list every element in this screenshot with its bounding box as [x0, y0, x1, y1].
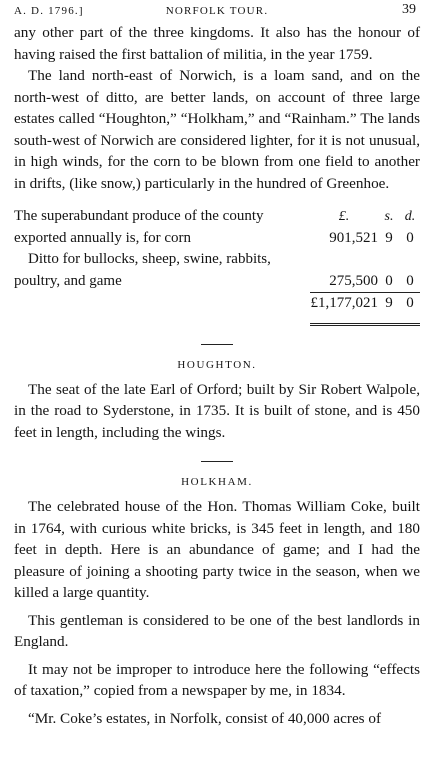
page-number: 39	[402, 2, 416, 17]
column-header-pounds: £.	[338, 208, 350, 224]
total-double-rule	[310, 315, 420, 325]
paragraph-land: The land north-east of Norwich, is a loam sand, and on the north-west of ditto, are better lands, on account of three large estates called “Houghton,” “Holkham,” and “Rainham.” The lands south-west of Norwich are considered lighter, for it is not unusual, in high winds, for the corn to be blown from one field to another in drifts, (like snow,) particularly in the hundred of Greenhoe.	[14, 67, 420, 192]
produce-total-row	[14, 293, 420, 315]
produce-table-row	[14, 249, 420, 271]
produce-row-1-pence: 0	[406, 229, 414, 246]
paragraph-militia: any other part of the three kingdoms. It also has the honour of having raised the first battalion of militia, in the year 1759.	[14, 24, 420, 63]
section-divider	[201, 344, 233, 345]
paragraph-houghton: The seat of the late Earl of Orford; built by Sir Robert Walpole, in the road to Syderstone, in 1735. It is built of stone, and is 450 feet in length, including the wings.	[14, 380, 420, 441]
produce-total-shillings: 9	[385, 295, 393, 311]
produce-row-2-line-2: poultry, and game	[14, 273, 122, 289]
produce-row-1-line-2: exported annually is, for corn	[14, 229, 192, 246]
produce-total-amount: £1,177,021	[310, 295, 378, 311]
produce-row-2-amount: 275,500	[310, 271, 378, 293]
running-head	[14, 0, 420, 22]
paragraph-holkham-house: The celebrated house of the Hon. Thomas William Coke, built in 1764, with curious white bricks, is 345 feet in length, and 180 feet in depth. Here is an abundance of game; and I had the pleasure of joining a shooting party twice in the season, when we killed a large quantity.	[14, 498, 420, 601]
produce-row-2-pence: 0	[400, 271, 420, 293]
produce-total-pence: 0	[406, 295, 414, 311]
section-divider	[201, 461, 233, 462]
paragraph-holkham-taxation: It may not be improper to introduce here the following “effects of taxation,” copied from a newspaper by me, in 1834.	[14, 660, 420, 699]
paragraph-holkham-landlord: This gentleman is considered to be one of the best landlords in England.	[14, 611, 420, 650]
column-header-shillings: s.	[384, 208, 394, 224]
produce-table-row	[14, 228, 420, 250]
produce-row-1-shillings: 9	[385, 229, 393, 246]
running-head-title: NORFOLK TOUR.	[165, 5, 269, 17]
paragraph-holkham-quote: “Mr. Coke’s estates, in Norfolk, consist of 40,000 acres of	[28, 709, 382, 727]
heading-holkham: HOLKHAM.	[181, 476, 253, 488]
produce-table	[14, 206, 420, 326]
produce-row-1-amount: 901,521	[329, 229, 378, 246]
produce-row-2-line-1: Ditto for bullocks, sheep, swine, rabbits,	[28, 251, 271, 267]
produce-table-row	[14, 206, 420, 228]
produce-row-1-line-1: The superabundant produce of the county	[14, 208, 264, 224]
heading-houghton: HOUGHTON.	[177, 358, 257, 371]
produce-row-2-shillings: 0	[378, 271, 400, 293]
column-header-pence: d.	[404, 208, 416, 224]
running-head-date: A. D. 1796.]	[14, 5, 84, 17]
produce-table-row	[14, 271, 420, 293]
